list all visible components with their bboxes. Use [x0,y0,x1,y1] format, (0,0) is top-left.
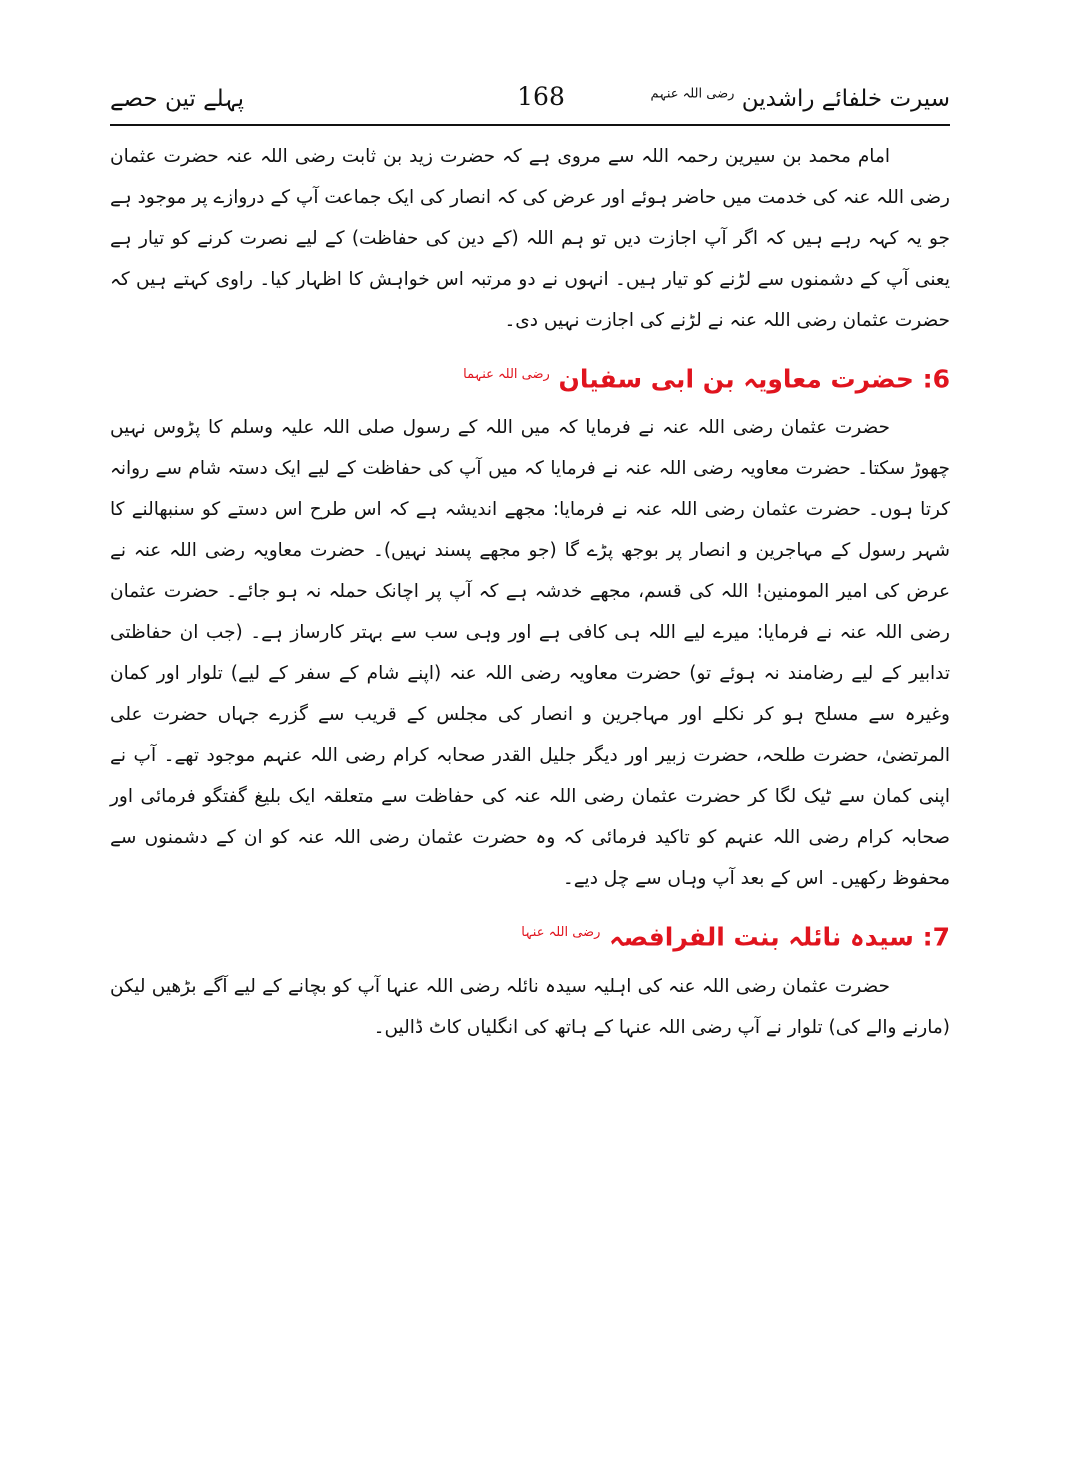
page-body [110,136,950,1048]
section-heading-7 [110,913,950,957]
section-heading-6-honorific: رضی اللہ عنہما [463,367,550,382]
running-header [110,82,950,126]
book-title [651,86,950,112]
section-heading-7-text: 7: سیدہ نائلہ بنت الفرافصہ [609,922,950,952]
paragraph-1: امام محمد بن سیرین رحمہ اللہ سے مروی ہے کہ حضرت زید بن ثابت رضی اللہ عنہ حضرت عثمان رضی اللہ عنہ کی خدمت میں حاضر ہوئے اور عرض کی کہ انصار کی ایک جماعت آپ کے دروازے پر موجود ہے جو یہ کہہ رہے ہیں کہ اگر آپ اجازت دیں تو ہم اللہ (کے دین کی حفاظت) کے لیے نصرت کرنے کو تیار ہے یعنی آپ کے دشمنوں سے لڑنے کو تیار ہیں۔ انہوں نے دو مرتبہ اس خواہش کا اظہار کیا۔ راوی کہتے ہیں کہ حضرت عثمان رضی اللہ عنہ نے لڑنے کی اجازت نہیں دی۔ [110,146,950,331]
book-title-honorific: رضی اللہ عنہم [650,86,735,102]
section-heading-7-honorific: رضی اللہ عنہا [521,925,601,941]
book-title-text: سیرت خلفائے راشدین [741,86,950,112]
paragraph-3: حضرت عثمان رضی اللہ عنہ کی اہلیہ سیدہ نائلہ رضی اللہ عنہا آپ کو بچانے کے لیے آگے بڑھیں لیکن (مارنے والے کی) تلوار نے آپ رضی اللہ عنہا کے ہاتھ کی انگلیاں کاٹ ڈالیں۔ [110,975,950,1038]
header-divider [110,124,950,126]
section-heading-6 [110,355,950,399]
paragraph-2: حضرت عثمان رضی اللہ عنہ نے فرمایا کہ میں اللہ کے رسول صلی اللہ علیہ وسلم کا پڑوس نہیں چھوڑ سکتا۔ حضرت معاویہ رضی اللہ عنہ نے فرمایا کہ میں آپ کی حفاظت کے لیے ایک دستہ شام سے روانہ کرتا ہوں۔ حضرت عثمان رضی اللہ عنہ نے فرمایا: مجھے اندیشہ ہے کہ اس طرح اس دستے کو سنبھالنے کا شہر رسول کے مہاجرین و انصار پر بوجھ پڑے گا (جو مجھے پسند نہیں)۔ حضرت معاویہ رضی اللہ عنہ نے عرض کی امیر المومنین! اللہ کی قسم، مجھے خدشہ ہے کہ آپ پر اچانک حملہ نہ ہو جائے۔ حضرت عثمان رضی اللہ عنہ نے فرمایا: میرے لیے اللہ ہی کافی ہے اور وہی سب سے بہتر کارساز ہے۔ (جب ان حفاظتی تدابیر کے لیے رضامند نہ ہوئے تو) حضرت معاویہ رضی اللہ عنہ (اپنے شام کے سفر کے لیے) تلوار اور کمان وغیرہ سے مسلح ہو کر نکلے اور مہاجرین و انصار کی مجلس کے قریب سے گزرے جہاں حضرت علی المرتضیٰ، حضرت طلحہ، حضرت زبیر اور دیگر جلیل القدر صحابہ کرام رضی اللہ عنہم موجود تھے۔ آپ نے اپنی کمان سے ٹیک لگا کر حضرت عثمان رضی اللہ عنہ کی حفاظت سے متعلقہ ایک بلیغ گفتگو فرمائی اور صحابہ کرام رضی اللہ عنہم کو تاکید فرمائی کہ وہ حضرت عثمان رضی اللہ عنہ کو ان کے دشمنوں سے محفوظ رکھیں۔ اس کے بعد آپ وہاں سے چل دیے۔ [110,417,950,890]
section-heading-6-text: 6: حضرت معاویہ بن ابی سفیان [558,364,950,394]
section-label: پہلے تین حصے [110,86,245,112]
page-number: 168 [517,82,565,111]
